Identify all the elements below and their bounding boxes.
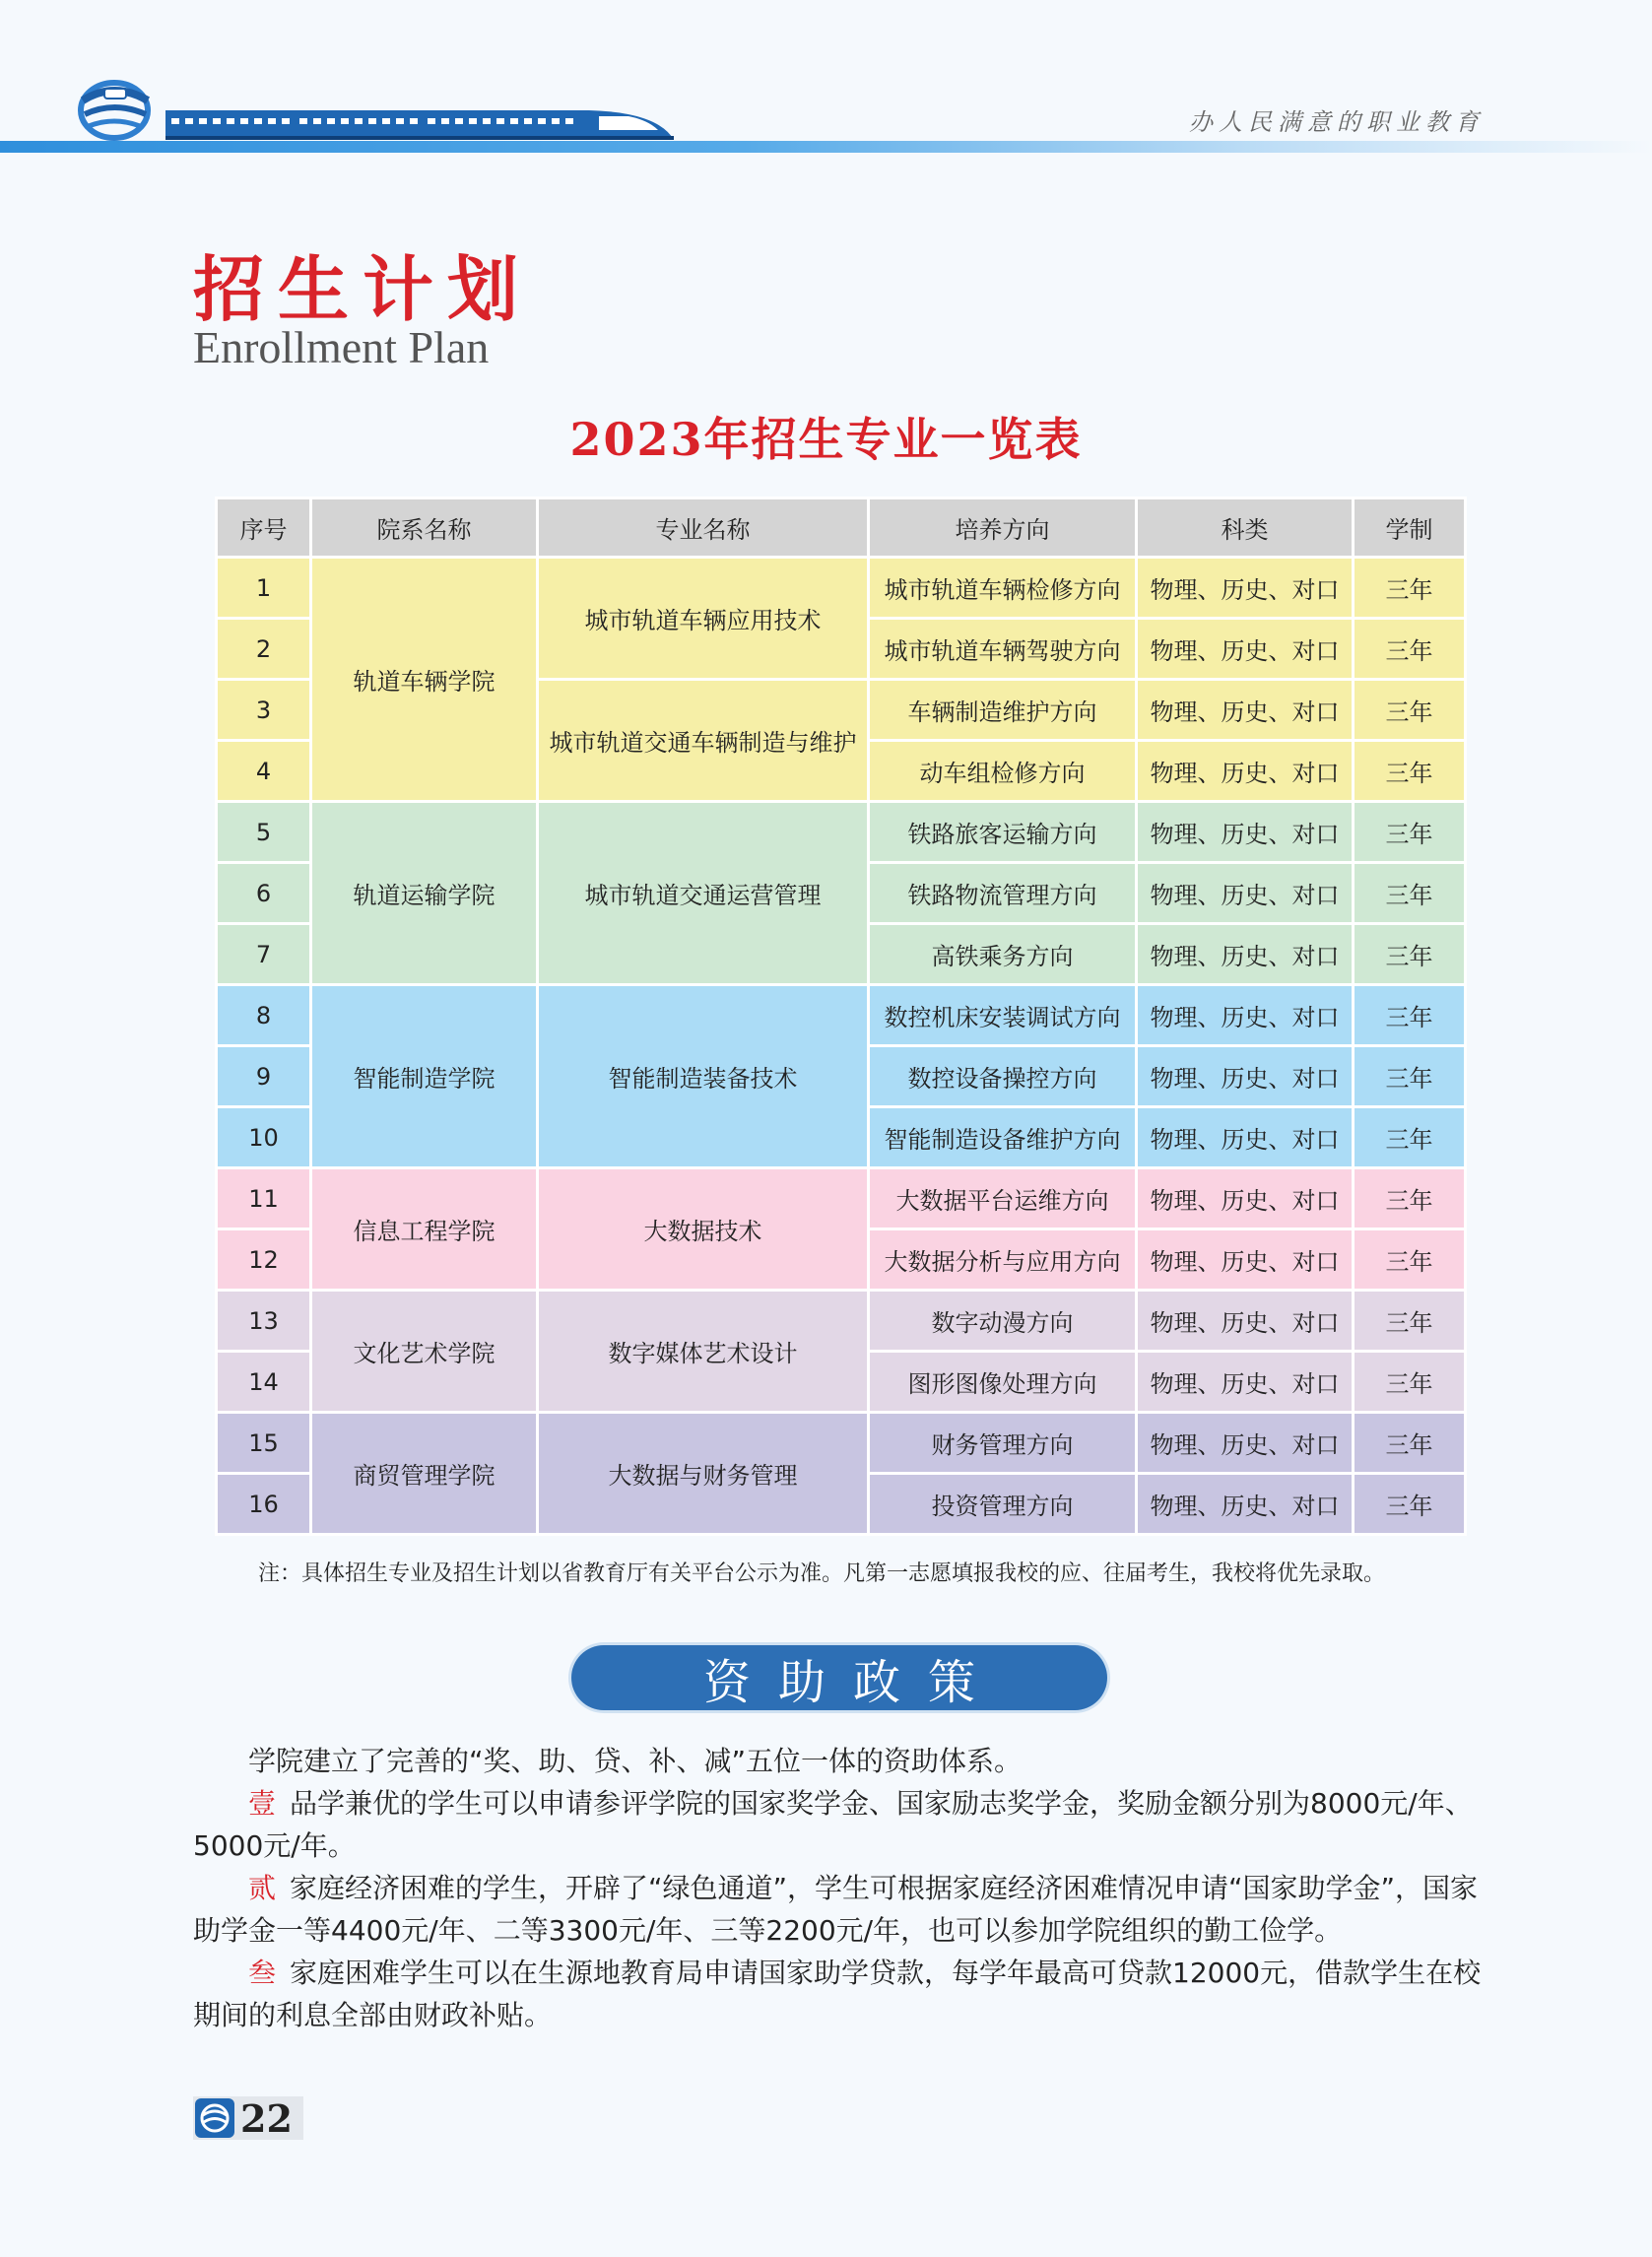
policy-item-marker: 叁 — [248, 1957, 277, 1989]
table-row — [217, 985, 1466, 1046]
cell-direction: 数字动漫方向 — [869, 1291, 1137, 1352]
policy-item — [193, 1952, 1484, 2036]
cell-direction: 铁路旅客运输方向 — [869, 802, 1137, 863]
header-cell-category: 科类 — [1137, 498, 1354, 558]
cell-no: 10 — [217, 1107, 311, 1168]
cell-duration: 三年 — [1354, 1413, 1466, 1474]
cell-major: 城市轨道车辆应用技术 — [538, 558, 869, 680]
cell-duration: 三年 — [1354, 1168, 1466, 1229]
cell-no: 11 — [217, 1168, 311, 1229]
cell-direction: 数控设备操控方向 — [869, 1046, 1137, 1107]
cell-major: 数字媒体艺术设计 — [538, 1291, 869, 1413]
cell-duration: 三年 — [1354, 1046, 1466, 1107]
cell-direction: 动车组检修方向 — [869, 741, 1137, 802]
cell-direction: 城市轨道车辆检修方向 — [869, 558, 1137, 619]
cell-major: 城市轨道交通运营管理 — [538, 802, 869, 985]
cell-direction: 城市轨道车辆驾驶方向 — [869, 619, 1137, 680]
cell-direction: 大数据平台运维方向 — [869, 1168, 1137, 1229]
header-cell-major: 专业名称 — [538, 498, 869, 558]
cell-direction: 智能制造设备维护方向 — [869, 1107, 1137, 1168]
cell-department: 信息工程学院 — [311, 1168, 538, 1291]
policy-item-text: 家庭经济困难的学生，开辟了“绿色通道”，学生可根据家庭经济困难情况申请“国家助学金”，国家助学金一等4400元/年、二等3300元/年、三等2200元/年，也可以参加学院组织的勤工俭学。 — [193, 1872, 1479, 1947]
cell-category: 物理、历史、对口 — [1137, 1168, 1354, 1229]
cell-direction: 图形图像处理方向 — [869, 1352, 1137, 1413]
table-row — [217, 1168, 1466, 1229]
header-cell-no: 序号 — [217, 498, 311, 558]
header-cell-duration: 学制 — [1354, 498, 1466, 558]
cell-major: 大数据与财务管理 — [538, 1413, 869, 1535]
table-row — [217, 802, 1466, 863]
cell-category: 物理、历史、对口 — [1137, 558, 1354, 619]
policy-item-marker: 壹 — [248, 1787, 277, 1820]
school-logo-icon — [75, 71, 154, 142]
cell-no: 7 — [217, 924, 311, 985]
header-cell-department: 院系名称 — [311, 498, 538, 558]
cell-direction: 车辆制造维护方向 — [869, 680, 1137, 741]
policy-item — [193, 1867, 1484, 1952]
table-row — [217, 1291, 1466, 1352]
cell-category: 物理、历史、对口 — [1137, 619, 1354, 680]
table-header-row — [217, 498, 1466, 558]
cell-duration: 三年 — [1354, 802, 1466, 863]
cell-no: 15 — [217, 1413, 311, 1474]
table-body — [217, 558, 1466, 1535]
table-row — [217, 558, 1466, 619]
cell-direction: 财务管理方向 — [869, 1413, 1137, 1474]
cell-category: 物理、历史、对口 — [1137, 741, 1354, 802]
cell-no: 1 — [217, 558, 311, 619]
policy-item-marker: 贰 — [248, 1872, 277, 1904]
cell-no: 6 — [217, 863, 311, 924]
cell-department: 轨道运输学院 — [311, 802, 538, 985]
cell-category: 物理、历史、对口 — [1137, 680, 1354, 741]
enrollment-table — [215, 497, 1467, 1536]
cell-direction: 大数据分析与应用方向 — [869, 1229, 1137, 1291]
cell-major: 智能制造装备技术 — [538, 985, 869, 1168]
cell-duration: 三年 — [1354, 680, 1466, 741]
cell-duration: 三年 — [1354, 1291, 1466, 1352]
cell-major: 大数据技术 — [538, 1168, 869, 1291]
cell-category: 物理、历史、对口 — [1137, 1474, 1354, 1535]
page-number-box — [193, 2096, 303, 2140]
cell-direction: 投资管理方向 — [869, 1474, 1137, 1535]
cell-category: 物理、历史、对口 — [1137, 863, 1354, 924]
cell-department: 智能制造学院 — [311, 985, 538, 1168]
cell-department: 商贸管理学院 — [311, 1413, 538, 1535]
policy-item-text: 品学兼优的学生可以申请参评学院的国家奖学金、国家励志奖学金，奖励金额分别为8000元/年、5000元/年。 — [193, 1787, 1473, 1862]
cell-direction: 数控机床安装调试方向 — [869, 985, 1137, 1046]
cell-duration: 三年 — [1354, 1107, 1466, 1168]
cell-direction: 高铁乘务方向 — [869, 924, 1137, 985]
cell-category: 物理、历史、对口 — [1137, 1046, 1354, 1107]
cell-category: 物理、历史、对口 — [1137, 1229, 1354, 1291]
page-subtitle: Enrollment Plan — [193, 322, 490, 372]
cell-no: 5 — [217, 802, 311, 863]
cell-category: 物理、历史、对口 — [1137, 1352, 1354, 1413]
cell-duration: 三年 — [1354, 1229, 1466, 1291]
page-header — [0, 0, 1652, 158]
header-cell-direction: 培养方向 — [869, 498, 1137, 558]
policy-item-text: 家庭困难学生可以在生源地教育局申请国家助学贷款，每学年最高可贷款12000元，借款学生在校期间的利息全部由财政补贴。 — [193, 1957, 1482, 2031]
cell-duration: 三年 — [1354, 1352, 1466, 1413]
table-row — [217, 1413, 1466, 1474]
cell-duration: 三年 — [1354, 863, 1466, 924]
cell-duration: 三年 — [1354, 924, 1466, 985]
cell-major: 城市轨道交通车辆制造与维护 — [538, 680, 869, 802]
policy-intro: 学院建立了完善的“奖、助、贷、补、减”五位一体的资助体系。 — [248, 1745, 1023, 1777]
table-title: 2023年招生专业一览表 — [569, 413, 1083, 466]
cell-no: 4 — [217, 741, 311, 802]
cell-no: 8 — [217, 985, 311, 1046]
header-slogan: 办人民满意的职业教育 — [1189, 108, 1485, 136]
policy-body — [193, 1740, 1484, 2036]
cell-category: 物理、历史、对口 — [1137, 802, 1354, 863]
cell-no: 9 — [217, 1046, 311, 1107]
cell-category: 物理、历史、对口 — [1137, 924, 1354, 985]
cell-no: 2 — [217, 619, 311, 680]
policy-banner: 资助政策 — [571, 1645, 1107, 1710]
cell-duration: 三年 — [1354, 1474, 1466, 1535]
cell-category: 物理、历史、对口 — [1137, 1413, 1354, 1474]
page-title: 招生计划 — [193, 248, 533, 331]
cell-duration: 三年 — [1354, 741, 1466, 802]
policy-item — [193, 1782, 1484, 1867]
cell-category: 物理、历史、对口 — [1137, 985, 1354, 1046]
table-note: 注：具体招生专业及招生计划以省教育厅有关平台公示为准。凡第一志愿填报我校的应、往届考生，我校将优先录取。 — [258, 1561, 1386, 1586]
cell-department: 文化艺术学院 — [311, 1291, 538, 1413]
cell-duration: 三年 — [1354, 985, 1466, 1046]
cell-no: 14 — [217, 1352, 311, 1413]
cell-no: 12 — [217, 1229, 311, 1291]
cell-no: 3 — [217, 680, 311, 741]
cell-duration: 三年 — [1354, 619, 1466, 680]
cell-duration: 三年 — [1354, 558, 1466, 619]
cell-department: 轨道车辆学院 — [311, 558, 538, 802]
train-graphic-icon — [165, 106, 676, 144]
cell-category: 物理、历史、对口 — [1137, 1291, 1354, 1352]
school-logo-icon — [195, 2098, 234, 2138]
page-number: 22 — [240, 2095, 293, 2141]
cell-no: 16 — [217, 1474, 311, 1535]
cell-direction: 铁路物流管理方向 — [869, 863, 1137, 924]
cell-no: 13 — [217, 1291, 311, 1352]
cell-category: 物理、历史、对口 — [1137, 1107, 1354, 1168]
